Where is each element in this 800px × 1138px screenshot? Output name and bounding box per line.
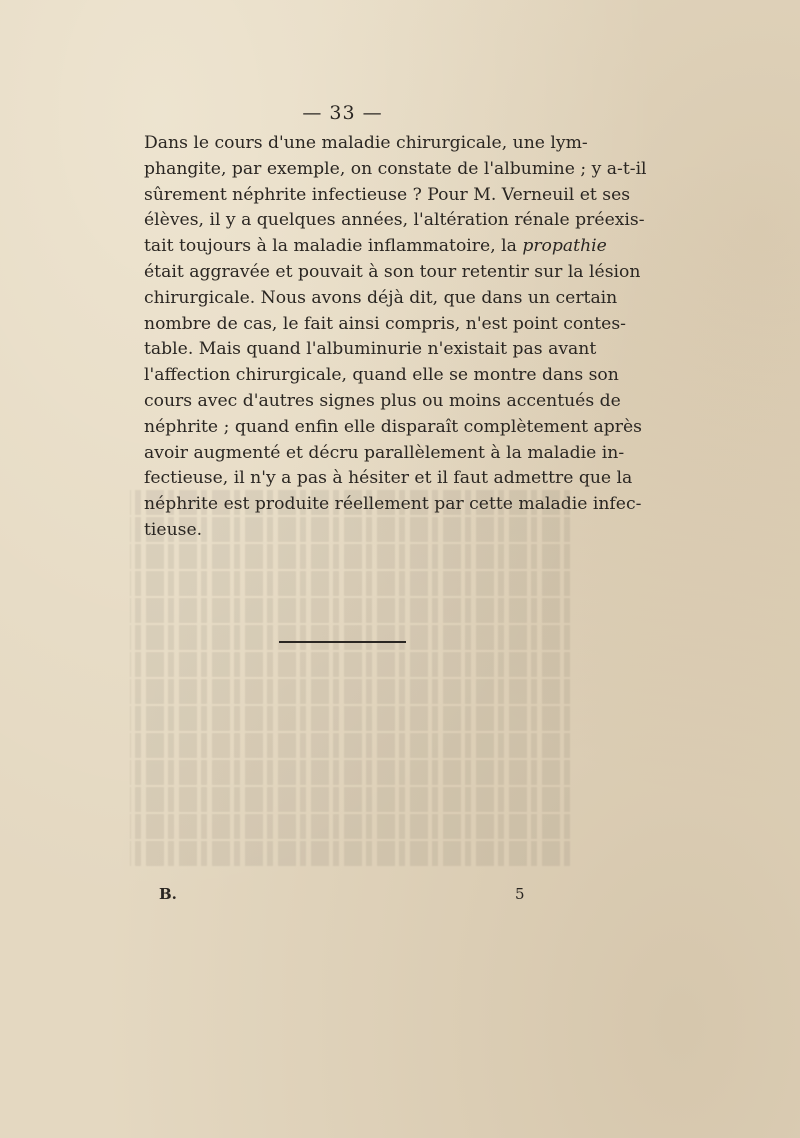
text-line: phangite, par exemple, on constate de l'albumine ; y a-t-il xyxy=(144,158,647,179)
italic-word: propathie xyxy=(522,236,607,257)
text-line-segment: tait toujours à la maladie inflammatoire, la xyxy=(144,236,517,257)
section-divider xyxy=(279,641,406,643)
text-line: chirurgicale. Nous avons déjà dit, que dans un certain xyxy=(144,287,618,308)
text-line-with-italic xyxy=(144,234,607,260)
text-line: avoir augmenté et décru parallèlement à la maladie in- xyxy=(144,442,625,463)
text-line: néphrite ; quand enfin elle disparaît complètement après xyxy=(144,416,643,437)
bleed-through-texture xyxy=(130,490,642,880)
text-line: tieuse. xyxy=(144,519,203,540)
text-line: fectieuse, il n'y a pas à hésiter et il faut admettre que la xyxy=(144,468,633,489)
text-line: néphrite est produite réellement par cette maladie infec- xyxy=(144,494,642,515)
text-line: était aggravée et pouvait à son tour retentir sur la lésion xyxy=(144,261,641,282)
footer-signature: B. xyxy=(159,885,177,903)
footer-number: 5 xyxy=(515,885,525,903)
text-line: nombre de cas, le fait ainsi compris, n'est point contes- xyxy=(144,313,626,334)
text-line: élèves, il y a quelques années, l'altération rénale préexis- xyxy=(144,210,645,231)
text-line: table. Mais quand l'albuminurie n'existait pas avant xyxy=(144,339,597,360)
text-line: Dans le cours d'une maladie chirurgicale, une lym- xyxy=(144,133,588,153)
page-number: — 33 — xyxy=(302,102,383,124)
text-line: cours avec d'autres signes plus ou moins accentués de xyxy=(144,390,621,411)
body-paragraph xyxy=(144,131,647,544)
text-line: l'affection chirurgicale, quand elle se montre dans son xyxy=(144,365,619,386)
text-line: sûrement néphrite infectieuse ? Pour M. Verneuil et ses xyxy=(144,184,631,205)
